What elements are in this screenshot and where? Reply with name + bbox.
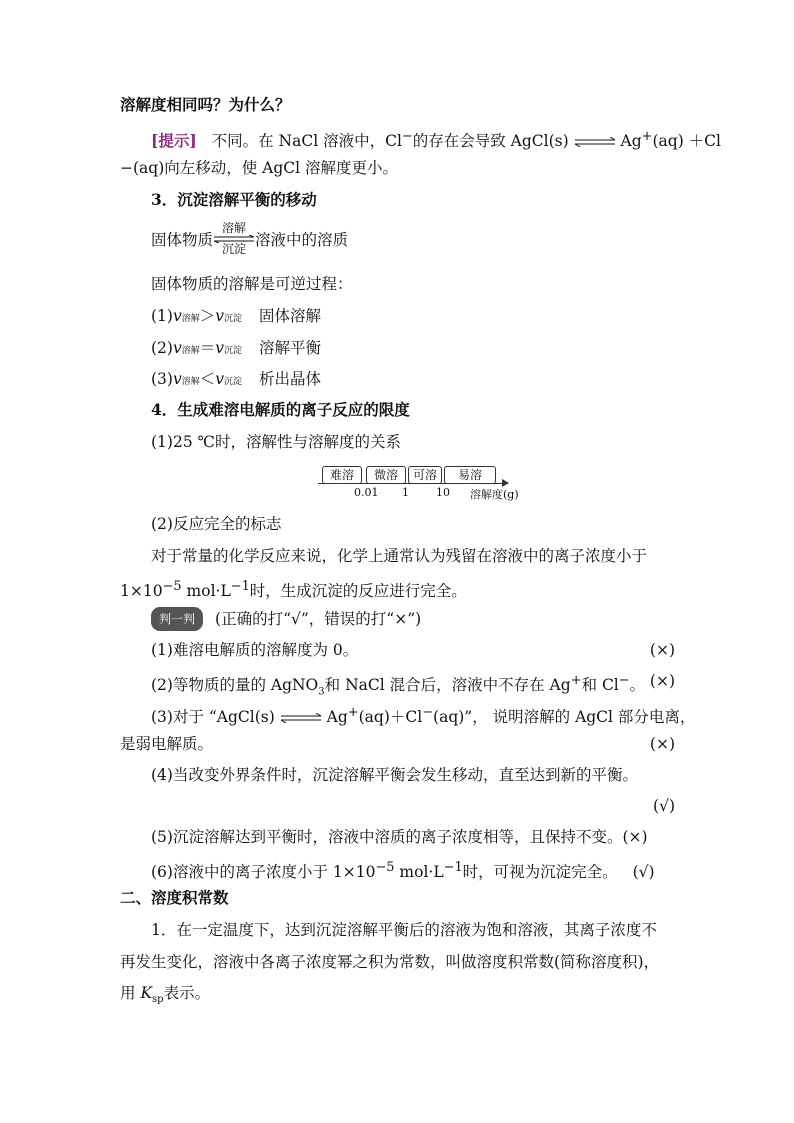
judge-question: Ag — [326, 708, 348, 727]
judge-question: (aq)＋Cl — [358, 708, 423, 727]
subscript: 溶解 — [181, 377, 200, 387]
scale-segment-soluble: 可溶 — [408, 466, 442, 484]
body-text: 1×10 — [120, 582, 163, 601]
comparator: ＜ — [199, 370, 216, 388]
judge-question: (1)难溶电解质的溶解度为 0。 — [151, 641, 359, 659]
judge-question: (6)溶液中的离子浓度小于 1×10 — [151, 863, 376, 882]
judge-question: (4)当改变外界条件时，沉淀溶解平衡会发生移动，直至达到新的平衡。 — [151, 766, 638, 784]
scale-segment-slightly: 微溶 — [366, 466, 406, 484]
judge-answer: (×) — [622, 828, 648, 846]
text-line — [120, 951, 659, 973]
judge-answer: (×) — [649, 672, 675, 690]
arrow-top-label: 溶解 — [222, 221, 247, 235]
judge-item-6 — [151, 857, 655, 883]
condition-3 — [151, 368, 321, 393]
superscript: + — [641, 129, 653, 144]
text-line — [151, 273, 353, 295]
tick-label: 1 — [402, 486, 409, 499]
cond-num: (1) — [151, 307, 173, 325]
body-text: mol·L — [181, 582, 231, 601]
judge-answer: (×) — [649, 641, 675, 659]
section-title: 3．沉淀溶解平衡的移动 — [151, 190, 317, 209]
tick-label: 10 — [436, 486, 450, 499]
hint-text: Ag — [620, 132, 642, 151]
section-title: 4．生成难溶电解质的离子反应的限度 — [151, 400, 410, 419]
dissolution-equation — [151, 221, 349, 258]
judge-header — [151, 608, 421, 632]
equilibrium-arrow-icon — [280, 713, 322, 723]
cond-num: (3) — [151, 370, 173, 388]
text-line — [151, 545, 647, 567]
judge-item-5 — [151, 826, 648, 848]
judge-item-4 — [151, 764, 638, 786]
judge-item-2 — [151, 670, 675, 703]
hint-text: 不同。在 NaCl 溶液中，Cl — [211, 132, 402, 151]
judge-item-3 — [151, 702, 695, 728]
body-text: 再发生变化，溶液中各离子浓度幂之积为常数，叫做溶度积常数(简称溶度积)， — [120, 953, 660, 971]
judge-item-1 — [151, 639, 675, 661]
arrow-bottom-label: 沉淀 — [222, 242, 247, 256]
subscript: 溶解 — [181, 314, 200, 324]
subscript: 溶解 — [181, 346, 200, 356]
subscript: 3 — [318, 686, 325, 698]
judge-answer: (√) — [653, 797, 675, 815]
body-text: 用 — [120, 984, 141, 1002]
judge-answer: (×) — [649, 735, 675, 753]
text-line — [120, 157, 398, 179]
condition-2 — [151, 337, 321, 362]
section-title: 二、溶度积常数 — [120, 888, 229, 907]
v-symbol: v — [172, 370, 182, 388]
body-text: 时，生成沉淀的反应进行完全。 — [249, 582, 467, 601]
axis-label: 溶解度(g) — [470, 488, 519, 501]
scale-axis — [318, 483, 504, 484]
subscript: sp — [152, 994, 164, 1006]
text-line — [151, 431, 401, 453]
judge-answer: (√) — [632, 863, 655, 882]
solubility-scale — [318, 466, 538, 502]
question-tail: 溶解度相同吗？为什么？ — [120, 95, 291, 114]
subsection-title: (2)反应完全的标志 — [151, 515, 282, 533]
scale-segment-insoluble: 难溶 — [322, 466, 362, 484]
judge-badge: 判一判 — [151, 607, 203, 631]
condition-result: 析出晶体 — [258, 370, 321, 388]
v-symbol: v — [172, 339, 182, 357]
text-line — [151, 919, 657, 941]
judge-question: 是弱电解质。 — [120, 735, 214, 753]
superscript: −5 — [375, 860, 395, 875]
condition-result: 固体溶解 — [258, 307, 321, 325]
subscript: 沉淀 — [224, 314, 243, 324]
judge-question: (5)沉淀溶解达到平衡时，溶液中溶质的离子浓度相等，且保持不变。 — [151, 828, 623, 846]
v-symbol: v — [215, 339, 225, 357]
comparator: ＞ — [199, 307, 216, 325]
cond-num: (2) — [151, 339, 173, 357]
judge-item-3-cont — [120, 733, 675, 755]
text-line — [120, 94, 291, 116]
text-line — [120, 982, 210, 1011]
section-2-title — [120, 887, 229, 909]
judge-question: 时，可视为沉淀完全。 — [462, 863, 618, 882]
section-3-title — [151, 189, 317, 211]
condition-result: 溶解平衡 — [258, 339, 321, 357]
subscript: 沉淀 — [224, 377, 243, 387]
body-text: 1．在一定温度下，达到沉淀溶解平衡后的溶液为饱和溶液，其离子浓度不 — [151, 921, 657, 939]
text-line — [151, 513, 281, 535]
section-4-title — [151, 399, 410, 421]
judge-question: (2)等物质的量的 AgNO — [151, 676, 319, 695]
ksp-symbol: K — [140, 984, 153, 1002]
judge-question: 和 Cl — [581, 676, 619, 695]
equation-left: 固体物质 — [151, 231, 214, 249]
subsection-title: (1)25 ℃时，溶解性与溶解度的关系 — [151, 433, 401, 451]
equation-right: 溶液中的溶质 — [255, 231, 349, 249]
v-symbol: v — [215, 370, 225, 388]
hint-text: 的存在会导致 AgCl(s) — [412, 132, 569, 151]
condition-1 — [151, 305, 321, 330]
hint-line — [151, 126, 721, 152]
scale-segment-very: 易溶 — [444, 466, 496, 484]
judge-question: (3)对于 “AgCl(s) — [151, 708, 275, 727]
hint-label: [提示] — [151, 131, 197, 151]
hint-continuation: −(aq)向左移动，使 AgCl 溶解度更小。 — [120, 159, 399, 177]
judge-question: 。 — [629, 676, 646, 695]
v-symbol: v — [215, 307, 225, 325]
superscript: −5 — [162, 579, 182, 594]
text-line — [120, 576, 467, 602]
superscript: − — [422, 705, 434, 720]
reversible-text: 固体物质的溶解是可逆过程： — [151, 275, 353, 293]
superscript: + — [347, 705, 359, 720]
judge-instruction: (正确的打“√”，错误的打“×”) — [215, 610, 422, 628]
body-text: 表示。 — [163, 984, 211, 1002]
superscript: −1 — [443, 860, 463, 875]
equilibrium-arrow-icon — [574, 137, 616, 147]
judge-question: (aq)”， 说明溶解的 AgCl 部分电离， — [433, 708, 696, 727]
judge-question: 和 NaCl 混合后，溶液中不存在 Ag — [324, 676, 571, 695]
hint-text: (aq) ＋Cl — [652, 132, 721, 151]
superscript: − — [618, 673, 630, 688]
judge-question: mol·L — [394, 863, 444, 882]
reversible-arrow — [214, 222, 254, 256]
comparator: ＝ — [199, 339, 216, 357]
superscript: + — [570, 673, 582, 688]
body-text: 对于常量的化学反应来说，化学上通常认为残留在溶液中的离子浓度小于 — [151, 547, 648, 565]
subscript: 沉淀 — [224, 346, 243, 356]
superscript: − — [401, 129, 413, 144]
v-symbol: v — [172, 307, 182, 325]
superscript: −1 — [230, 579, 250, 594]
tick-label: 0.01 — [354, 486, 379, 499]
